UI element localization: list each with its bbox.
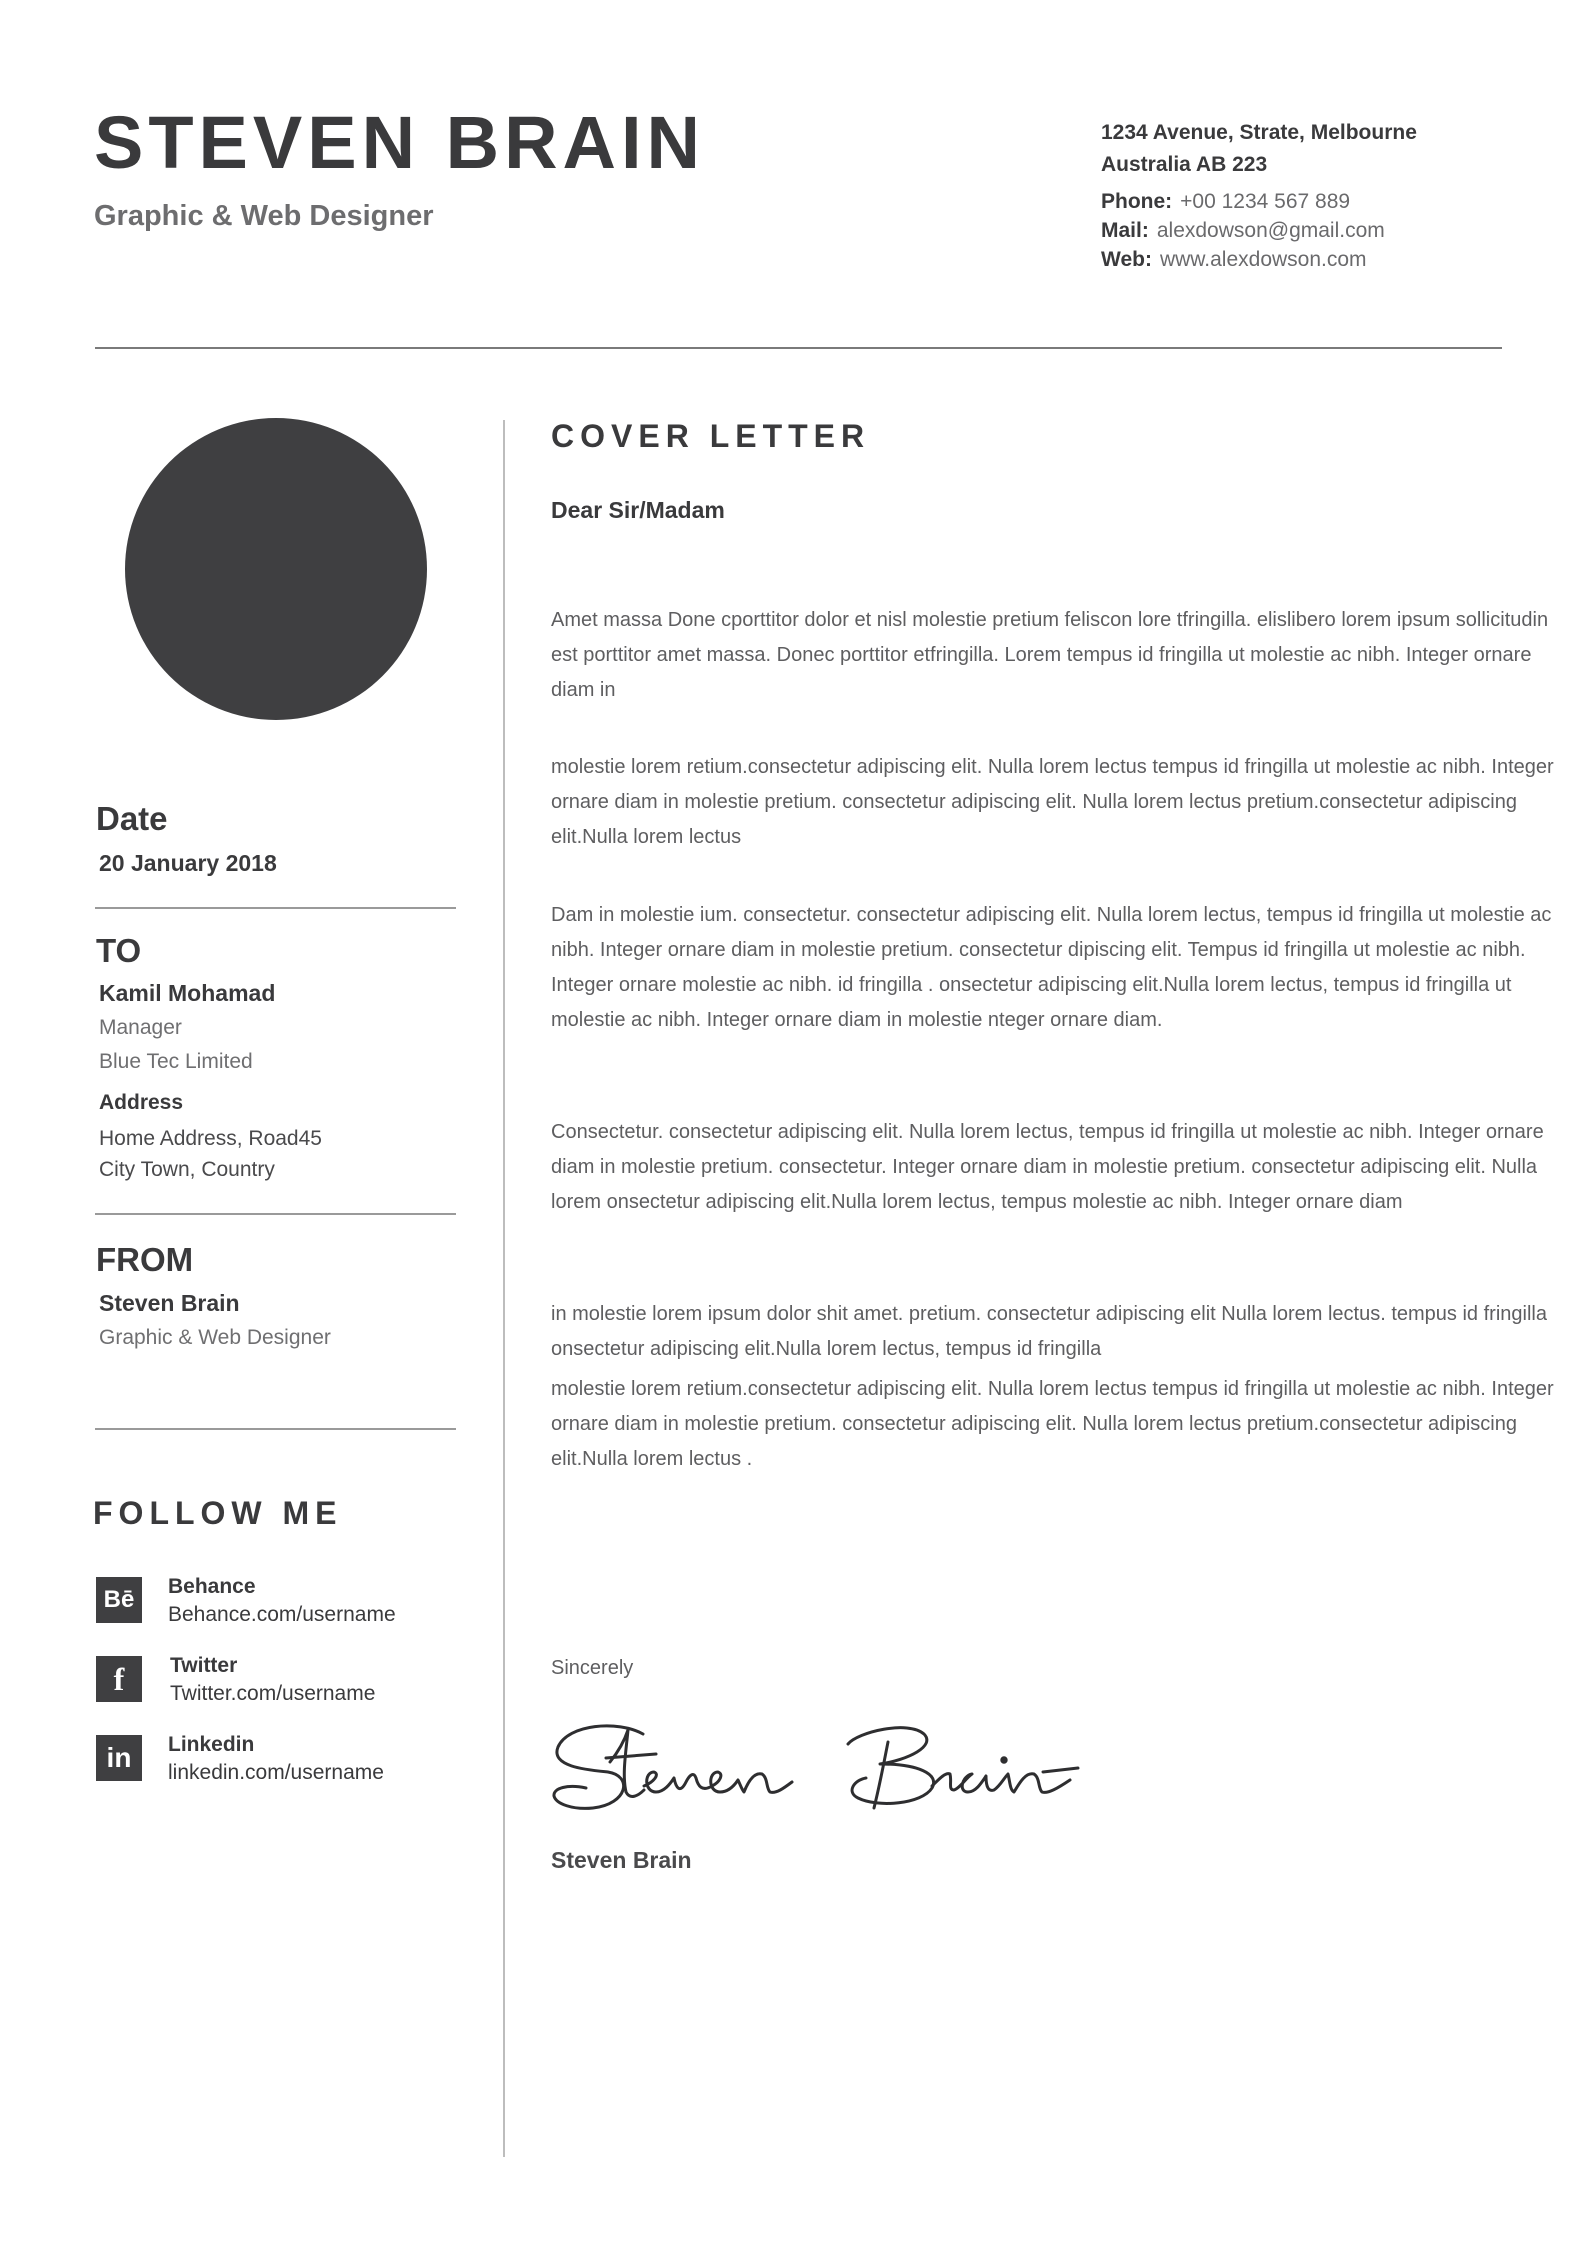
letter-paragraph: Consectetur. consectetur adipiscing elit. Nulla lorem lectus, tempus id fringilla ut molestie ac nibh. Integer ornare diam in molestie pretium. consectetur. Integer ornare diam in molestie pretium. consectetur adipiscing elit. Nulla lorem onsectetur adipiscing elit.Nulla lorem lectus, tempus molestie ac nibh. Integer ornare diam xyxy=(551,1121,1544,1213)
phone-label: Phone: xyxy=(1101,190,1173,213)
applicant-name: STEVEN BRAIN xyxy=(94,101,705,184)
address-title: Address xyxy=(99,1091,184,1114)
recipient-position: Manager xyxy=(99,1016,182,1039)
recipient-address-line-2: City Town, Country xyxy=(99,1158,275,1181)
social-name-twitter: Twitter xyxy=(170,1654,238,1677)
recipient-name: Kamil Mohamad xyxy=(99,980,276,1006)
letter-paragraph: molestie lorem retium.consectetur adipiscing elit. Nulla lorem lectus tempus id fringilla ut molestie ac nibh. Integer ornare diam in molestie pretium. consectetur adipiscing elit. Nulla lorem lectus pretium.consectetur adipiscing elit.Nulla lorem lectus . xyxy=(551,1378,1554,1470)
web-label: Web: xyxy=(1101,248,1152,271)
mail-value[interactable]: alexdowson@gmail.com xyxy=(1156,219,1385,242)
from-divider xyxy=(95,1428,456,1430)
behance-icon[interactable]: Bē xyxy=(96,1577,142,1623)
social-url-behance[interactable]: Behance.com/username xyxy=(168,1603,396,1626)
column-divider xyxy=(503,420,505,2157)
mail-label: Mail: xyxy=(1101,219,1149,242)
letter-paragraph: molestie lorem retium.consectetur adipiscing elit. Nulla lorem lectus tempus id fringilla ut molestie ac nibh. Integer ornare diam in molestie pretium. consectetur adipiscing elit. Nulla lorem lectus pretium.consectetur adipiscing elit.Nulla lorem lectus xyxy=(551,756,1554,848)
sender-role: Graphic & Web Designer xyxy=(99,1326,331,1349)
address-line-2: Australia AB 223 xyxy=(1101,153,1268,176)
phone-row xyxy=(1101,187,1551,216)
linkedin-icon[interactable]: in xyxy=(96,1735,142,1781)
social-url-linkedin[interactable]: linkedin.com/username xyxy=(168,1761,384,1784)
social-name-linkedin: Linkedin xyxy=(168,1733,255,1756)
cover-letter-title: COVER LETTER xyxy=(551,418,871,454)
from-title: FROM xyxy=(96,1241,194,1278)
header-divider xyxy=(95,347,1502,349)
letter-paragraph: in molestie lorem ipsum dolor shit amet. pretium. consectetur adipiscing elit Nulla lorem lectus. tempus id fringilla onsectetur adipiscing elit.Nulla lorem lectus, tempus id fringilla xyxy=(551,1303,1547,1360)
closing: Sincerely xyxy=(551,1657,634,1679)
social-url-twitter[interactable]: Twitter.com/username xyxy=(170,1682,376,1705)
web-row xyxy=(1101,245,1551,274)
social-name-behance: Behance xyxy=(168,1575,256,1598)
to-divider xyxy=(95,1213,456,1215)
recipient-company: Blue Tec Limited xyxy=(99,1050,253,1073)
to-title: TO xyxy=(96,932,142,969)
salutation: Dear Sir/Madam xyxy=(551,497,725,523)
date-title: Date xyxy=(96,800,168,837)
sender-name: Steven Brain xyxy=(99,1290,240,1316)
date-divider xyxy=(95,907,456,909)
contact-block xyxy=(1101,117,1551,274)
mail-row xyxy=(1101,216,1551,245)
signature-image xyxy=(548,1712,1088,1822)
date-value: 20 January 2018 xyxy=(99,850,277,876)
recipient-address-line-1: Home Address, Road45 xyxy=(99,1127,322,1150)
letter-paragraph: Amet massa Done cporttitor dolor et nisl molestie pretium feliscon lore tfringilla. elislibero lorem ipsum sollicitudin est porttitor amet massa. Donec porttitor etfringilla. Lorem tempus id fringilla ut molestie ac nibh. Integer ornare diam in xyxy=(551,609,1549,701)
facebook-icon[interactable]: f xyxy=(96,1656,142,1702)
web-value[interactable]: www.alexdowson.com xyxy=(1159,248,1367,271)
profile-photo-placeholder xyxy=(125,418,427,720)
phone-value: +00 1234 567 889 xyxy=(1180,190,1351,213)
applicant-role: Graphic & Web Designer xyxy=(94,200,434,232)
follow-title: FOLLOW ME xyxy=(93,1495,343,1531)
address-line-1: 1234 Avenue, Strate, Melbourne xyxy=(1101,121,1417,144)
letter-paragraph: Dam in molestie ium. consectetur. consectetur adipiscing elit. Nulla lorem lectus, tempus id fringilla ut molestie ac nibh. Integer ornare diam in molestie pretium. consectetur dipiscing elit. Tempus id fringilla ut molestie ac nibh. Integer ornare molestie ac nibh. id fringilla . onsectetur adipiscing elit.Nulla lorem lectus, tempus id fringilla ut molestie ac nibh. Integer ornare diam in molestie nteger ornare diam. xyxy=(551,904,1552,1031)
signer-name: Steven Brain xyxy=(551,1847,692,1873)
